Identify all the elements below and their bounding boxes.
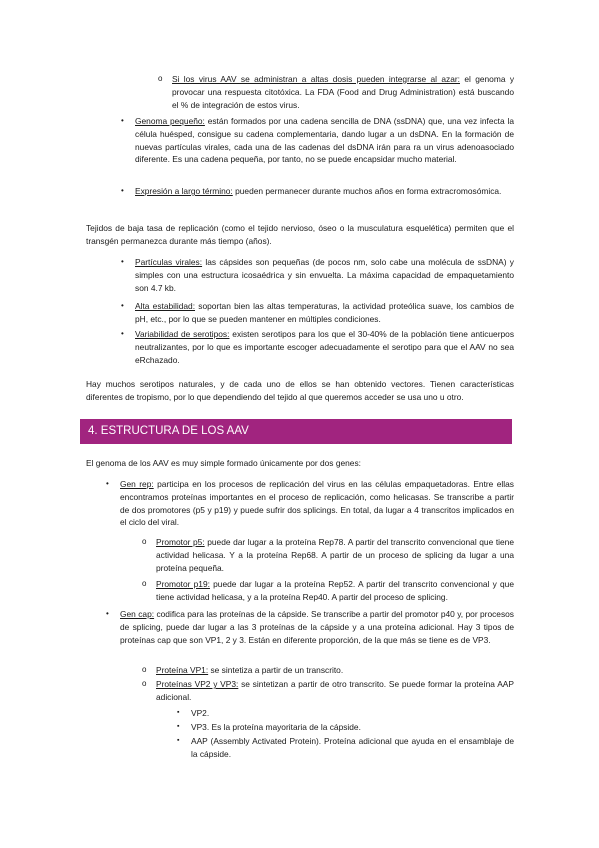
item-text: AAP (Assembly Activated Protein). Proteína adicional que ayuda en el ensamblaje de la cápside. (191, 736, 514, 759)
item-label: Promotor p5: (156, 537, 205, 547)
section-header (80, 419, 512, 444)
list-item (121, 328, 514, 366)
item-label: Gen cap: (120, 609, 155, 619)
circle-bullet-icon: o (142, 679, 147, 688)
item-text: puede dar lugar a la proteína Rep52. A partir del transcrito convencional y que tiene actividad helicasa, y a la proteína Rep40. A partir del proceso de splicing. (156, 579, 514, 602)
item-label: Promotor p19: (156, 579, 210, 589)
sub-item (142, 578, 514, 604)
item-text: las cápsides son pequeñas (de pocos nm, solo cabe una molécula de ssDNA) y simples con una estructura icosaédrica y sin envuelta. La máxima capacidad de empaquetamiento son 4.7 kb. (135, 257, 514, 293)
item-text: VP3. Es la proteína mayoritaria de la cápside. (191, 722, 361, 732)
square-bullet-icon: ▪ (177, 723, 180, 730)
bullet-icon: • (121, 301, 124, 310)
bullet-icon: • (106, 479, 109, 488)
paragraph: Tejidos de baja tasa de replicación (como el tejido nervioso, óseo o la musculatura esquelética) permiten que el transgén permanezca durante más tiempo (años). (86, 223, 514, 246)
list-item-gen-cap (106, 608, 514, 646)
integration-item (158, 73, 514, 111)
item-text: codifica para las proteínas de la cápside. Se transcribe a partir del promotor p40 y, por procesos de splicing, puede dar lugar a las 3 proteínas de la cápside y a una proteína adicional. Hay 3 tipos de proteínas cap que son VP1, 2 y 3. Están en diferente proporción, de la que más se tiene es de VP3. (120, 609, 514, 645)
section-title: 4. ESTRUCTURA DE LOS AAV (88, 425, 249, 437)
item-label: Si los virus AAV se administran a altas dosis pueden integrarse al azar: (172, 74, 460, 84)
sub-item (142, 536, 514, 574)
bullet-icon: • (121, 329, 124, 338)
item-label: Genoma pequeño: (135, 116, 205, 126)
sub-item (142, 678, 514, 704)
item-text: VP2. (191, 708, 210, 718)
item-text: existen serotipos para los que el 30-40% de la población tiene anticuerpos neutralizantes, por lo que es importante escoger adecuadamente el serotipo para que el AAV no sea eRchazado. (135, 329, 515, 365)
item-label: Variabilidad de serotipos: (135, 329, 230, 339)
item-text: están formados por una cadena sencilla de DNA (ssDNA) que, una vez infecta la célula huésped, consigue su cadena complementaria, dando lugar a un dsDNA. En la formación de nuevas partículas virales, cada una de las cadenas del dsDNA irán para ra un virus adenoasociado diferente. Es una cadena pequeña, por tanto, no se puede encapsidar mucho material. (135, 116, 514, 165)
bullet-icon: • (121, 186, 124, 195)
item-label: Proteínas VP2 y VP3: (156, 679, 239, 689)
sub-sub-item (177, 721, 514, 734)
list-item (121, 256, 514, 294)
paragraph: Hay muchos serotipos naturales, y de cada uno de ellos se han obtenido vectores. Tienen características diferentes de tropismo, por lo que dependiendo del tejido al que queremos acceder se usa uno u otro. (86, 379, 514, 402)
sub-item (142, 664, 514, 677)
item-text: participa en los procesos de replicación del virus en las células empaquetadoras. Entre ellas encontramos proteínas importantes en el proceso de replicación, como helicasas. Se transcribe a partir de dos promotores (p5 y p19) y puede sufrir dos splicings. En total, da lugar a 4 transcritos implicados en el ciclo del viral. (120, 479, 514, 528)
item-text: se sintetizan a partir de otro transcrito. Se puede formar la proteína AAP adicional. (156, 679, 514, 702)
item-label: Expresión a largo término: (135, 186, 233, 196)
list-item-gen-rep (106, 478, 514, 529)
item-text: soportan bien las altas temperaturas, la actividad proteólica suave, los cambios de pH, etc., por lo que se pueden mantener en múltiples condiciones. (135, 301, 514, 324)
item-label: Partículas virales: (135, 257, 203, 267)
item-label: Proteína VP1: (156, 665, 209, 675)
list-item (121, 185, 514, 198)
paragraph: El genoma de los AAV es muy simple formado únicamente por dos genes: (86, 458, 361, 468)
bullet-icon: • (121, 116, 124, 125)
square-bullet-icon: ▪ (177, 709, 180, 716)
item-text: se sintetiza a partir de un transcrito. (208, 665, 344, 675)
sub-sub-item (177, 735, 514, 761)
sub-sub-item (177, 707, 514, 720)
circle-bullet-icon: o (142, 579, 147, 588)
item-label: Alta estabilidad: (135, 301, 196, 311)
list-item (121, 115, 514, 166)
item-text: el genoma y provocar una respuesta citotóxica. La FDA (Food and Drug Administration) está buscando el % de integración de estos virus. (172, 74, 515, 110)
bullet-icon: • (121, 257, 124, 266)
bullet-icon: • (106, 609, 109, 618)
square-bullet-icon: ▪ (177, 737, 180, 744)
circle-bullet-icon: o (142, 665, 147, 674)
circle-bullet-icon: o (142, 537, 147, 546)
item-text: puede dar lugar a la proteína Rep78. A partir del transcrito convencional que tiene actividad helicasa. Y a la proteína Rep68. A partir de un proceso de splicing da lugar a una proteína pequeña. (156, 537, 514, 573)
list-item (121, 300, 514, 326)
item-label: Gen rep: (120, 479, 154, 489)
circle-bullet-icon: o (158, 74, 163, 83)
item-text: pueden permanecer durante muchos años en forma extracromosómica. (232, 186, 502, 196)
